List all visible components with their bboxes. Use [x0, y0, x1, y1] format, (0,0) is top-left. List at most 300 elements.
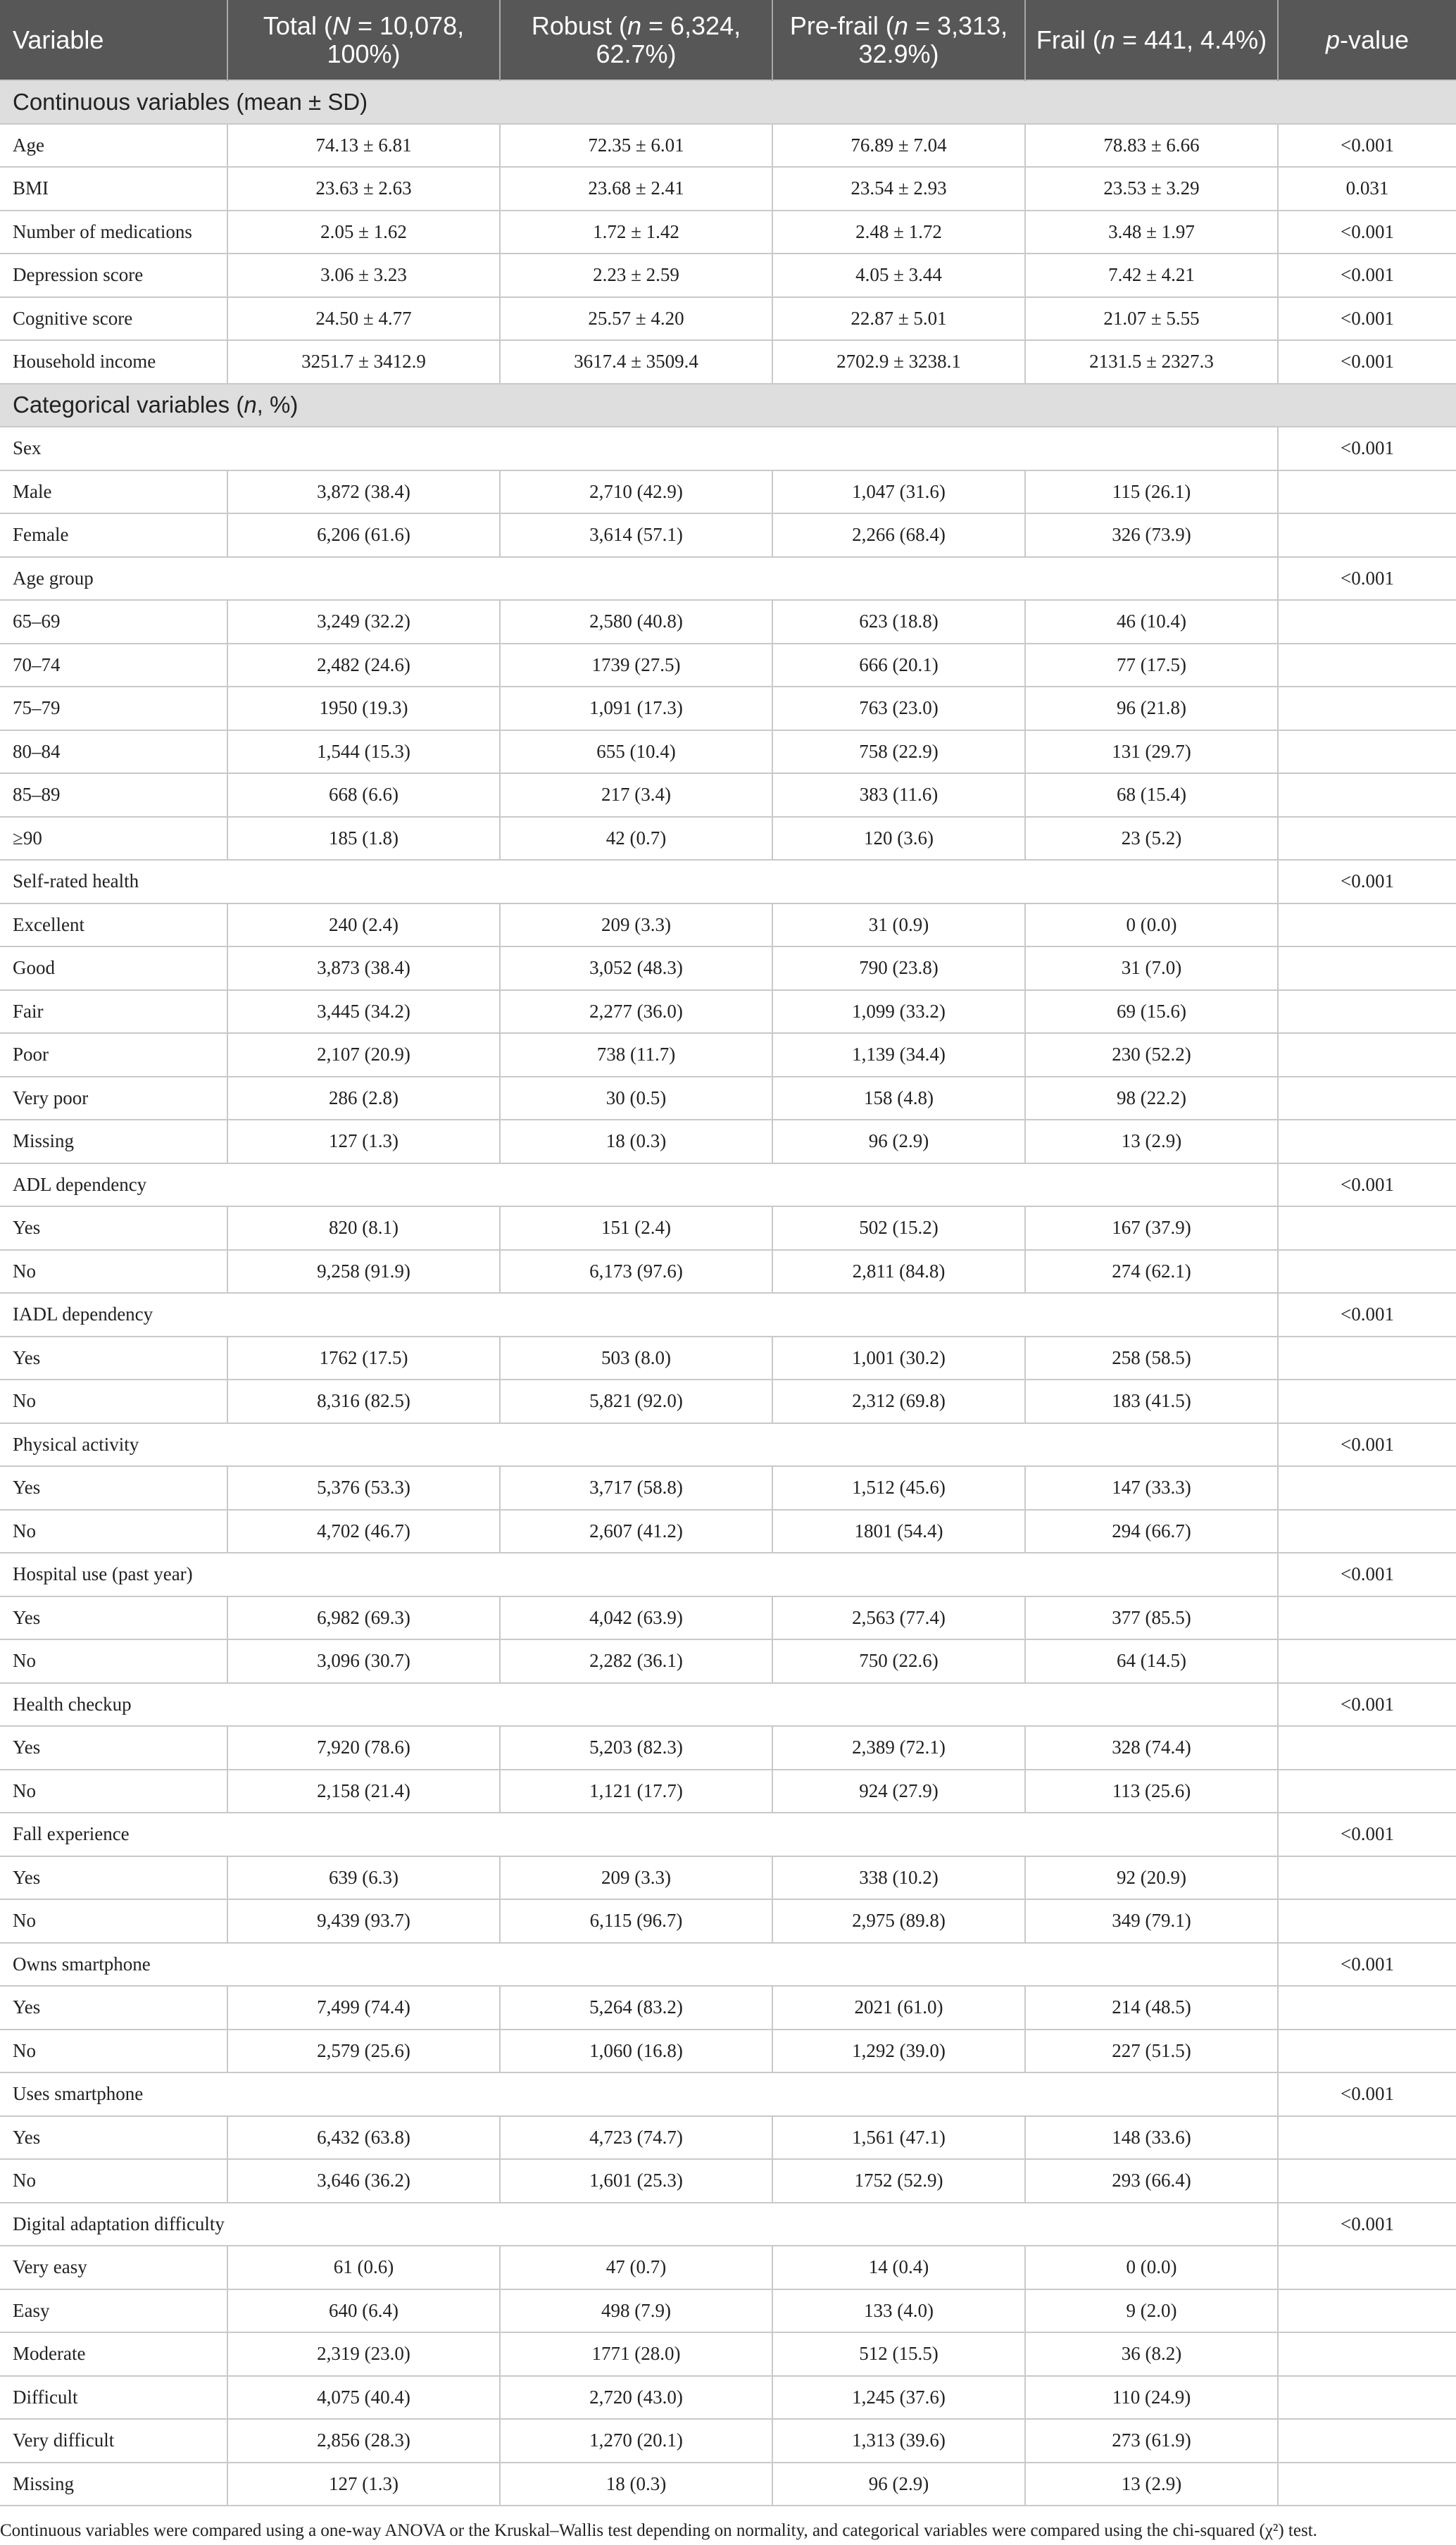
p-value-cell: [1278, 1639, 1456, 1683]
group-p-value: <0.001: [1278, 1423, 1456, 1467]
group-row: [0, 1813, 1456, 1856]
frail-cell: 23.53 ± 3.29: [1025, 167, 1278, 211]
row-label: Depression score: [0, 254, 227, 297]
row-label: Yes: [0, 1337, 227, 1380]
table-row: [0, 903, 1456, 947]
robust-cell: 2,607 (41.2): [500, 1510, 772, 1553]
pre-frail-cell: 2702.9 ± 3238.1: [772, 340, 1025, 384]
total-cell: 3,646 (36.2): [227, 2159, 500, 2203]
robust-cell: 151 (2.4): [500, 1206, 772, 1250]
robust-cell: 4,723 (74.7): [500, 2116, 772, 2160]
table-row: [0, 1337, 1456, 1380]
row-label: 75–79: [0, 687, 227, 730]
frail-cell: 96 (21.8): [1025, 687, 1278, 730]
p-value-cell: [1278, 2116, 1456, 2160]
row-label: Yes: [0, 1986, 227, 2030]
section-header-row: [0, 384, 1456, 427]
table-row: [0, 211, 1456, 254]
row-label: Yes: [0, 1206, 227, 1250]
pre-frail-cell: 120 (3.6): [772, 817, 1025, 861]
p-value-cell: <0.001: [1278, 297, 1456, 341]
row-label: No: [0, 2159, 227, 2203]
group-row: [0, 557, 1456, 601]
robust-cell: 3,717 (58.8): [500, 1466, 772, 1510]
table-row: [0, 1639, 1456, 1683]
pre-frail-cell: 4.05 ± 3.44: [772, 254, 1025, 297]
total-cell: 6,982 (69.3): [227, 1596, 500, 1640]
pre-frail-cell: 76.89 ± 7.04: [772, 124, 1025, 168]
p-value-cell: [1278, 1033, 1456, 1077]
table-row: [0, 600, 1456, 644]
table-row: [0, 1206, 1456, 1250]
p-value-cell: [1278, 1899, 1456, 1943]
group-p-value: <0.001: [1278, 1293, 1456, 1337]
frail-cell: 78.83 ± 6.66: [1025, 124, 1278, 168]
table-row: [0, 2030, 1456, 2073]
robust-cell: 2,277 (36.0): [500, 990, 772, 1034]
table-row: [0, 1120, 1456, 1163]
frail-cell: 13 (2.9): [1025, 2463, 1278, 2506]
row-label: BMI: [0, 167, 227, 211]
pre-frail-cell: 22.87 ± 5.01: [772, 297, 1025, 341]
table-row: [0, 946, 1456, 990]
p-value-cell: [1278, 1726, 1456, 1770]
robust-cell: 503 (8.0): [500, 1337, 772, 1380]
frail-cell: 377 (85.5): [1025, 1596, 1278, 1640]
robust-cell: 2,282 (36.1): [500, 1639, 772, 1683]
table-row: [0, 2332, 1456, 2376]
group-row: [0, 1683, 1456, 1727]
row-label: Age: [0, 124, 227, 168]
robust-cell: 1,601 (25.3): [500, 2159, 772, 2203]
p-value-cell: [1278, 470, 1456, 514]
row-label: Yes: [0, 1466, 227, 1510]
pre-frail-cell: 1,139 (34.4): [772, 1033, 1025, 1077]
pre-frail-cell: 31 (0.9): [772, 903, 1025, 947]
p-value-cell: [1278, 1986, 1456, 2030]
header-row: [0, 0, 1456, 80]
total-cell: 3,873 (38.4): [227, 946, 500, 990]
group-row: [0, 1553, 1456, 1596]
group-p-value: <0.001: [1278, 1683, 1456, 1727]
row-label: Yes: [0, 1856, 227, 1900]
group-label: Self-rated health: [0, 860, 1278, 903]
header-total: Total (N = 10,078, 100%): [227, 0, 500, 80]
p-value-cell: [1278, 1077, 1456, 1120]
total-cell: 6,206 (61.6): [227, 513, 500, 557]
pre-frail-cell: 2021 (61.0): [772, 1986, 1025, 2030]
frail-cell: 77 (17.5): [1025, 644, 1278, 687]
p-value-cell: [1278, 644, 1456, 687]
frail-cell: 46 (10.4): [1025, 600, 1278, 644]
pre-frail-cell: 14 (0.4): [772, 2246, 1025, 2289]
pre-frail-cell: 502 (15.2): [772, 1206, 1025, 1250]
header-variable: Variable: [0, 0, 227, 80]
row-label: No: [0, 1770, 227, 1813]
pre-frail-cell: 96 (2.9): [772, 1120, 1025, 1163]
robust-cell: 1,121 (17.7): [500, 1770, 772, 1813]
p-value-cell: [1278, 946, 1456, 990]
table-row: [0, 730, 1456, 774]
table-footnote: Continuous variables were compared using a one-way ANOVA or the Kruskal–Wallis test depending on normality, and categorical variables were compared using the chi-squared (χ²) test.: [0, 2521, 1317, 2540]
frail-cell: 274 (62.1): [1025, 1250, 1278, 1294]
table-row: [0, 1596, 1456, 1640]
group-label: Owns smartphone: [0, 1943, 1278, 1987]
frail-cell: 0 (0.0): [1025, 2246, 1278, 2289]
group-label: IADL dependency: [0, 1293, 1278, 1337]
frail-cell: 2131.5 ± 2327.3: [1025, 340, 1278, 384]
row-label: Good: [0, 946, 227, 990]
total-cell: 6,432 (63.8): [227, 2116, 500, 2160]
pre-frail-cell: 2,811 (84.8): [772, 1250, 1025, 1294]
robust-cell: 1739 (27.5): [500, 644, 772, 687]
frail-cell: 3.48 ± 1.97: [1025, 211, 1278, 254]
row-label: Moderate: [0, 2332, 227, 2376]
robust-cell: 3,052 (48.3): [500, 946, 772, 990]
group-p-value: <0.001: [1278, 860, 1456, 903]
robust-cell: 209 (3.3): [500, 903, 772, 947]
total-cell: 2,482 (24.6): [227, 644, 500, 687]
table-row: [0, 1770, 1456, 1813]
table-row: [0, 1856, 1456, 1900]
frail-cell: 0 (0.0): [1025, 903, 1278, 947]
pre-frail-cell: 623 (18.8): [772, 600, 1025, 644]
table-row: [0, 2116, 1456, 2160]
robust-cell: 498 (7.9): [500, 2289, 772, 2333]
row-label: Missing: [0, 1120, 227, 1163]
total-cell: 7,920 (78.6): [227, 1726, 500, 1770]
row-label: Yes: [0, 1726, 227, 1770]
row-label: Very difficult: [0, 2419, 227, 2463]
robust-cell: 217 (3.4): [500, 773, 772, 817]
robust-cell: 18 (0.3): [500, 1120, 772, 1163]
robust-cell: 23.68 ± 2.41: [500, 167, 772, 211]
row-label: 70–74: [0, 644, 227, 687]
table-row: [0, 2246, 1456, 2289]
table-body: [0, 80, 1456, 2506]
table-row: [0, 1380, 1456, 1423]
frail-cell: 36 (8.2): [1025, 2332, 1278, 2376]
robust-cell: 5,203 (82.3): [500, 1726, 772, 1770]
frail-cell: 293 (66.4): [1025, 2159, 1278, 2203]
row-label: No: [0, 1510, 227, 1553]
row-label: No: [0, 1639, 227, 1683]
frail-cell: 131 (29.7): [1025, 730, 1278, 774]
p-value-cell: [1278, 730, 1456, 774]
total-cell: 9,258 (91.9): [227, 1250, 500, 1294]
p-value-cell: [1278, 2159, 1456, 2203]
frail-cell: 294 (66.7): [1025, 1510, 1278, 1553]
total-cell: 1,544 (15.3): [227, 730, 500, 774]
total-cell: 3251.7 ± 3412.9: [227, 340, 500, 384]
total-cell: 74.13 ± 6.81: [227, 124, 500, 168]
p-value-cell: [1278, 1510, 1456, 1553]
group-p-value: <0.001: [1278, 2203, 1456, 2246]
frail-cell: 21.07 ± 5.55: [1025, 297, 1278, 341]
p-value-cell: [1278, 1466, 1456, 1510]
total-cell: 7,499 (74.4): [227, 1986, 500, 2030]
group-p-value: <0.001: [1278, 1163, 1456, 1207]
pre-frail-cell: 1,099 (33.2): [772, 990, 1025, 1034]
frail-cell: 183 (41.5): [1025, 1380, 1278, 1423]
robust-cell: 2,710 (42.9): [500, 470, 772, 514]
frail-cell: 7.42 ± 4.21: [1025, 254, 1278, 297]
group-row: [0, 1293, 1456, 1337]
robust-cell: 1.72 ± 1.42: [500, 211, 772, 254]
pre-frail-cell: 790 (23.8): [772, 946, 1025, 990]
header-pre-frail: Pre-frail (n = 3,313, 32.9%): [772, 0, 1025, 80]
table-row: [0, 687, 1456, 730]
row-label: No: [0, 1380, 227, 1423]
robust-cell: 47 (0.7): [500, 2246, 772, 2289]
group-p-value: <0.001: [1278, 1553, 1456, 1596]
total-cell: 61 (0.6): [227, 2246, 500, 2289]
p-value-cell: <0.001: [1278, 340, 1456, 384]
robust-cell: 18 (0.3): [500, 2463, 772, 2506]
pre-frail-cell: 1,245 (37.6): [772, 2376, 1025, 2420]
robust-cell: 1,060 (16.8): [500, 2030, 772, 2073]
pre-frail-cell: 2,266 (68.4): [772, 513, 1025, 557]
row-label: Very easy: [0, 2246, 227, 2289]
total-cell: 639 (6.3): [227, 1856, 500, 1900]
robust-cell: 3,614 (57.1): [500, 513, 772, 557]
total-cell: 240 (2.4): [227, 903, 500, 947]
robust-cell: 1771 (28.0): [500, 2332, 772, 2376]
row-label: 65–69: [0, 600, 227, 644]
group-row: [0, 2072, 1456, 2116]
p-value-cell: 0.031: [1278, 167, 1456, 211]
robust-cell: 2,720 (43.0): [500, 2376, 772, 2420]
frail-cell: 227 (51.5): [1025, 2030, 1278, 2073]
table-row: [0, 2376, 1456, 2420]
pre-frail-cell: 133 (4.0): [772, 2289, 1025, 2333]
pre-frail-cell: 1,292 (39.0): [772, 2030, 1025, 2073]
frail-cell: 258 (58.5): [1025, 1337, 1278, 1380]
table-row: [0, 2289, 1456, 2333]
frail-cell: 326 (73.9): [1025, 513, 1278, 557]
total-cell: 3.06 ± 3.23: [227, 254, 500, 297]
group-p-value: <0.001: [1278, 1943, 1456, 1987]
group-row: [0, 427, 1456, 470]
group-label: ADL dependency: [0, 1163, 1278, 1207]
total-cell: 2,579 (25.6): [227, 2030, 500, 2073]
frail-cell: 64 (14.5): [1025, 1639, 1278, 1683]
header-p-value: p-value: [1278, 0, 1456, 80]
total-cell: 127 (1.3): [227, 2463, 500, 2506]
row-label: Easy: [0, 2289, 227, 2333]
group-p-value: <0.001: [1278, 1813, 1456, 1856]
total-cell: 3,096 (30.7): [227, 1639, 500, 1683]
total-cell: 1762 (17.5): [227, 1337, 500, 1380]
pre-frail-cell: 924 (27.9): [772, 1770, 1025, 1813]
robust-cell: 655 (10.4): [500, 730, 772, 774]
pre-frail-cell: 1,047 (31.6): [772, 470, 1025, 514]
section-header-row: [0, 80, 1456, 124]
p-value-cell: [1278, 1337, 1456, 1380]
robust-cell: 6,115 (96.7): [500, 1899, 772, 1943]
total-cell: 1950 (19.3): [227, 687, 500, 730]
pre-frail-cell: 1,313 (39.6): [772, 2419, 1025, 2463]
table-row: [0, 1077, 1456, 1120]
robust-cell: 42 (0.7): [500, 817, 772, 861]
frail-cell: 92 (20.9): [1025, 1856, 1278, 1900]
robust-cell: 738 (11.7): [500, 1033, 772, 1077]
table-row: [0, 1510, 1456, 1553]
p-value-cell: [1278, 773, 1456, 817]
table-row: [0, 124, 1456, 168]
row-label: 80–84: [0, 730, 227, 774]
row-label: Excellent: [0, 903, 227, 947]
frail-cell: 31 (7.0): [1025, 946, 1278, 990]
frail-cell: 9 (2.0): [1025, 2289, 1278, 2333]
row-label: Yes: [0, 1596, 227, 1640]
table-row: [0, 167, 1456, 211]
row-label: Missing: [0, 2463, 227, 2506]
total-cell: 2,107 (20.9): [227, 1033, 500, 1077]
pre-frail-cell: 2,563 (77.4): [772, 1596, 1025, 1640]
pre-frail-cell: 1,561 (47.1): [772, 2116, 1025, 2160]
row-label: 85–89: [0, 773, 227, 817]
robust-cell: 2.23 ± 2.59: [500, 254, 772, 297]
p-value-cell: [1278, 1380, 1456, 1423]
p-value-cell: <0.001: [1278, 211, 1456, 254]
robust-cell: 5,264 (83.2): [500, 1986, 772, 2030]
frail-cell: 23 (5.2): [1025, 817, 1278, 861]
table-row: [0, 297, 1456, 341]
table-row: [0, 990, 1456, 1034]
p-value-cell: [1278, 2030, 1456, 2073]
group-row: [0, 1163, 1456, 1207]
pre-frail-cell: 2,312 (69.8): [772, 1380, 1025, 1423]
total-cell: 24.50 ± 4.77: [227, 297, 500, 341]
p-value-cell: [1278, 1120, 1456, 1163]
total-cell: 286 (2.8): [227, 1077, 500, 1120]
p-value-cell: [1278, 1250, 1456, 1294]
row-label: Fair: [0, 990, 227, 1034]
total-cell: 2.05 ± 1.62: [227, 211, 500, 254]
pre-frail-cell: 750 (22.6): [772, 1639, 1025, 1683]
table-row: [0, 2463, 1456, 2506]
robust-cell: 3617.4 ± 3509.4: [500, 340, 772, 384]
table-row: [0, 1033, 1456, 1077]
total-cell: 2,158 (21.4): [227, 1770, 500, 1813]
group-label: Sex: [0, 427, 1278, 470]
row-label: Household income: [0, 340, 227, 384]
p-value-cell: [1278, 1856, 1456, 1900]
frail-cell: 113 (25.6): [1025, 1770, 1278, 1813]
total-cell: 23.63 ± 2.63: [227, 167, 500, 211]
group-label: Uses smartphone: [0, 2072, 1278, 2116]
frail-cell: 273 (61.9): [1025, 2419, 1278, 2463]
total-cell: 2,319 (23.0): [227, 2332, 500, 2376]
row-label: Very poor: [0, 1077, 227, 1120]
row-label: No: [0, 1250, 227, 1294]
group-label: Digital adaptation difficulty: [0, 2203, 1278, 2246]
p-value-cell: [1278, 2246, 1456, 2289]
pre-frail-cell: 758 (22.9): [772, 730, 1025, 774]
pre-frail-cell: 23.54 ± 2.93: [772, 167, 1025, 211]
frail-cell: 148 (33.6): [1025, 2116, 1278, 2160]
group-row: [0, 860, 1456, 903]
pre-frail-cell: 1,001 (30.2): [772, 1337, 1025, 1380]
pre-frail-cell: 158 (4.8): [772, 1077, 1025, 1120]
p-value-cell: [1278, 2289, 1456, 2333]
row-label: Yes: [0, 2116, 227, 2160]
frail-cell: 230 (52.2): [1025, 1033, 1278, 1077]
row-label: Number of medications: [0, 211, 227, 254]
table-row: [0, 1466, 1456, 1510]
row-label: Cognitive score: [0, 297, 227, 341]
robust-cell: 209 (3.3): [500, 1856, 772, 1900]
table-row: [0, 773, 1456, 817]
group-label: Fall experience: [0, 1813, 1278, 1856]
p-value-cell: [1278, 600, 1456, 644]
pre-frail-cell: 1752 (52.9): [772, 2159, 1025, 2203]
total-cell: 127 (1.3): [227, 1120, 500, 1163]
group-row: [0, 1423, 1456, 1467]
row-label: Male: [0, 470, 227, 514]
frail-cell: 98 (22.2): [1025, 1077, 1278, 1120]
group-label: Health checkup: [0, 1683, 1278, 1727]
row-label: No: [0, 2030, 227, 2073]
row-label: ≥90: [0, 817, 227, 861]
frail-cell: 167 (37.9): [1025, 1206, 1278, 1250]
p-value-cell: [1278, 2463, 1456, 2506]
frail-cell: 214 (48.5): [1025, 1986, 1278, 2030]
total-cell: 668 (6.6): [227, 773, 500, 817]
frail-cell: 349 (79.1): [1025, 1899, 1278, 1943]
table-row: [0, 644, 1456, 687]
pre-frail-cell: 2.48 ± 1.72: [772, 211, 1025, 254]
pre-frail-cell: 512 (15.5): [772, 2332, 1025, 2376]
p-value-cell: [1278, 2332, 1456, 2376]
table-row: [0, 817, 1456, 861]
pre-frail-cell: 2,389 (72.1): [772, 1726, 1025, 1770]
section-header: Categorical variables (n, %): [0, 384, 1456, 427]
total-cell: 4,702 (46.7): [227, 1510, 500, 1553]
p-value-cell: [1278, 513, 1456, 557]
robust-cell: 6,173 (97.6): [500, 1250, 772, 1294]
table-row: [0, 2159, 1456, 2203]
row-label: No: [0, 1899, 227, 1943]
p-value-cell: [1278, 990, 1456, 1034]
row-label: Female: [0, 513, 227, 557]
p-value-cell: [1278, 1770, 1456, 1813]
group-p-value: <0.001: [1278, 2072, 1456, 2116]
row-label: Poor: [0, 1033, 227, 1077]
frail-cell: 13 (2.9): [1025, 1120, 1278, 1163]
frail-cell: 328 (74.4): [1025, 1726, 1278, 1770]
total-cell: 820 (8.1): [227, 1206, 500, 1250]
robust-cell: 1,270 (20.1): [500, 2419, 772, 2463]
group-label: Age group: [0, 557, 1278, 601]
p-value-cell: <0.001: [1278, 254, 1456, 297]
total-cell: 9,439 (93.7): [227, 1899, 500, 1943]
p-value-cell: [1278, 2376, 1456, 2420]
table-row: [0, 1726, 1456, 1770]
table-row: [0, 2419, 1456, 2463]
p-value-cell: [1278, 903, 1456, 947]
total-cell: 8,316 (82.5): [227, 1380, 500, 1423]
total-cell: 4,075 (40.4): [227, 2376, 500, 2420]
pre-frail-cell: 666 (20.1): [772, 644, 1025, 687]
p-value-cell: <0.001: [1278, 124, 1456, 168]
frail-cell: 110 (24.9): [1025, 2376, 1278, 2420]
robust-cell: 25.57 ± 4.20: [500, 297, 772, 341]
pre-frail-cell: 1,512 (45.6): [772, 1466, 1025, 1510]
p-value-cell: [1278, 687, 1456, 730]
group-p-value: <0.001: [1278, 557, 1456, 601]
